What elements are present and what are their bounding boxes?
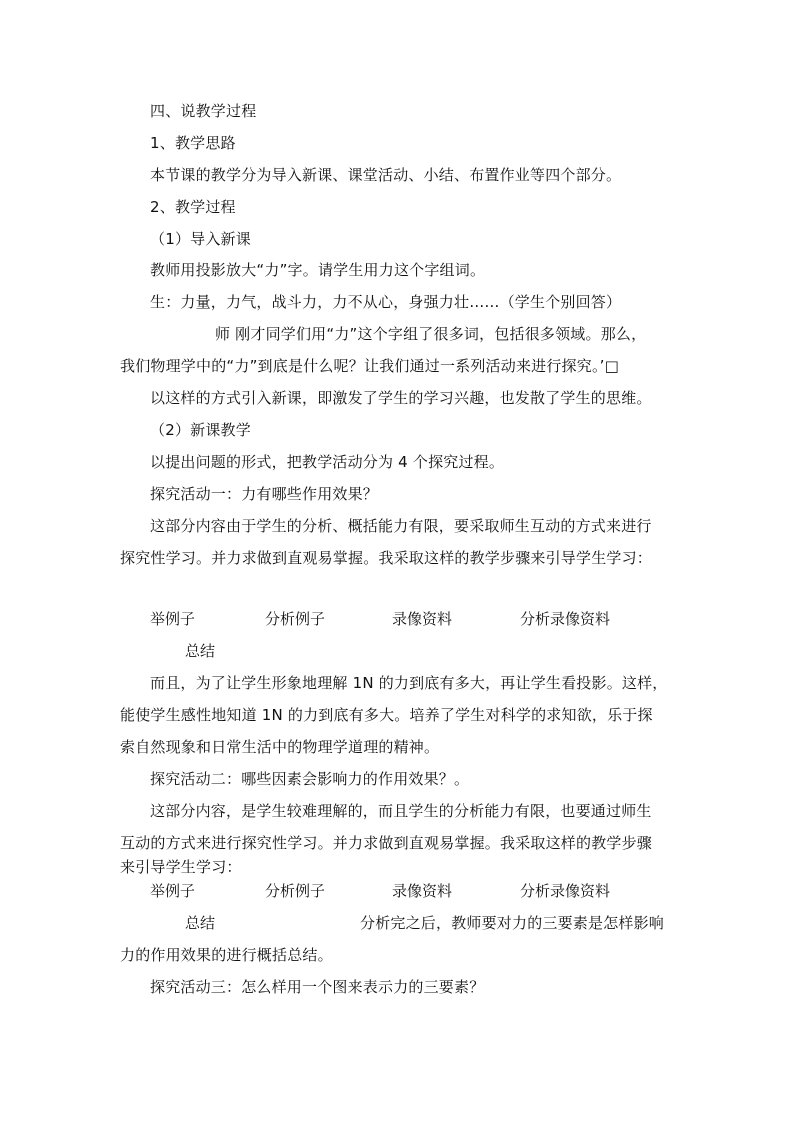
activity2-paragraph-2-line-2: 力的作用效果的进行概括总结。: [120, 946, 333, 964]
activity1-heading: 探究活动一：力有哪些作用效果？: [150, 485, 379, 503]
part1-paragraph-2: 生：力量，力气，战斗力，力不从心，身强力壮……（学生个别回答）: [150, 293, 622, 311]
activity1-paragraph-2-line-1: 而且，为了让学生形象地理解 1N 的力到底有多大，再让学生看投影。这样，: [150, 674, 668, 692]
activity3-heading: 探究活动三：怎么样用一个图来表示力的三要素？: [150, 978, 485, 996]
flow2-step-2: 分析例子: [265, 882, 326, 900]
activity2-paragraph-1-line-1: 这部分内容，是学生较难理解的，而且学生的分析能力有限，也要通过师生: [150, 802, 652, 820]
part2-paragraph-1: 以提出问题的形式，把教学活动分为 4 个探究过程。: [150, 453, 505, 471]
flow2-step-5: 总结: [185, 914, 216, 932]
part1-paragraph-3-line-2: 我们物理学中的“力”到底是什么呢？让我们通过一系列活动来进行探究。’□: [120, 357, 619, 375]
flow1-step-2: 分析例子: [265, 610, 326, 628]
activity1-paragraph-1-line-2: 探究性学习。并力求做到直观易掌握。我采取这样的教学步骤来引导学生学习：: [120, 549, 653, 567]
section-heading: 四、说教学过程: [150, 102, 257, 120]
flow2-step-1: 举例子: [150, 882, 196, 900]
sub1-text: 本节课的教学分为导入新课、课堂活动、小结、布置作业等四个部分。: [150, 166, 622, 184]
activity2-paragraph-1-line-2: 互动的方式来进行探究性学习。并力求做到直观易掌握。我采取这样的教学步骤: [120, 834, 653, 852]
part1-paragraph-1: 教师用投影放大“力”字。请学生用力这个字组词。: [150, 261, 486, 279]
activity2-paragraph-1-line-3: 来引导学生学习：: [120, 858, 242, 876]
sub1-heading: 1、教学思路: [150, 134, 236, 152]
flow1-step-4: 分析录像资料: [520, 610, 611, 628]
activity1-paragraph-1-line-1: 这部分内容由于学生的分析、概括能力有限，要采取师生互动的方式来进行: [150, 517, 652, 535]
flow1-step-1: 举例子: [150, 610, 196, 628]
part1-paragraph-3-line-1: 师 刚才同学们用“力”这个字组了很多词，包括很多领域。那么，: [215, 325, 647, 343]
flow2-step-4: 分析录像资料: [520, 882, 611, 900]
activity2-heading: 探究活动二：哪些因素会影响力的作用效果？。: [150, 770, 470, 788]
part2-heading: （2）新课教学: [150, 421, 251, 439]
flow2-step-3: 录像资料: [392, 882, 453, 900]
sub2-heading: 2、教学过程: [150, 198, 236, 216]
activity2-paragraph-2-line-1: 分析完之后，教师要对力的三要素是怎样影响: [360, 914, 665, 932]
part1-heading: （1）导入新课: [150, 230, 251, 248]
flow1-step-5: 总结: [185, 642, 216, 660]
activity1-paragraph-2-line-3: 索自然现象和日常生活中的物理学道理的精神。: [120, 738, 440, 756]
activity1-paragraph-2-line-2: 能使学生感性地知道 1N 的力到底有多大。培养了学生对科学的求知欲，乐于探: [120, 706, 653, 724]
part1-paragraph-4: 以这样的方式引入新课，即激发了学生的学习兴趣，也发散了学生的思维。: [150, 389, 652, 407]
flow1-step-3: 录像资料: [392, 610, 453, 628]
